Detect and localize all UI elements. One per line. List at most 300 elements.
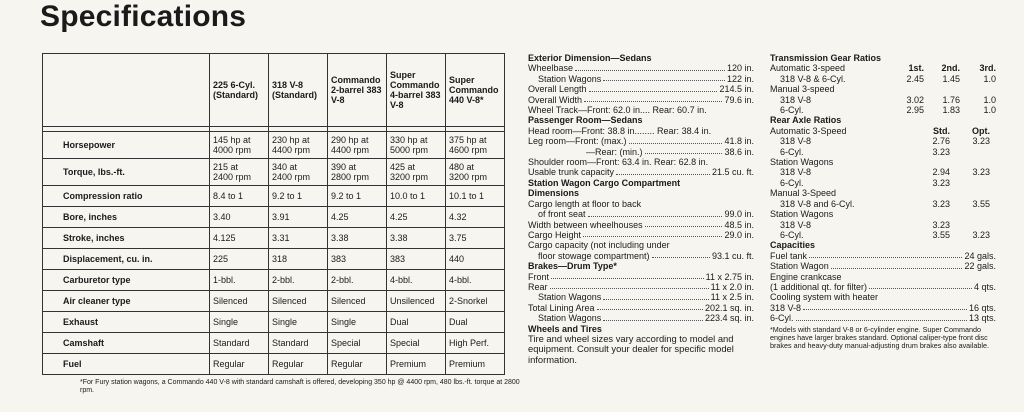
table-row [43,312,505,333]
axle-opt-value [950,209,990,219]
cell-line: Special [390,338,420,348]
wheel-track: Wheel Track—Front: 62.0 in.... Rear: 60.7 in. [528,105,707,116]
cell-line: 3.40 [213,212,231,222]
row-label: Carburetor type [43,270,210,291]
table-cell [269,291,328,312]
cell-line: Premium [449,359,486,369]
cell-line: Regular [213,359,245,369]
spec-label: Leg room—Front: (max.) [528,136,627,147]
axle-label: 318 V-8 [780,219,812,230]
axle-std-value: 3.23 [932,146,950,157]
spec-value: 11 x 2.5 in. [710,292,754,303]
axle-list [770,126,996,240]
spec-value: 4 qts. [973,281,996,292]
spec-value: 214.5 in. [719,84,754,95]
axle-label: Automatic 3-Speed [770,125,847,136]
header-engine-3: Commando 2-barrel 383 V-8 [328,54,387,127]
axle-row [770,199,996,209]
ratio-label: Automatic 3-speed [770,63,846,74]
spec-value: 29.0 in. [724,229,754,240]
table-cell [210,270,269,291]
row-label: Camshaft [43,333,210,354]
table-row [43,291,505,312]
row-label: Displacement, cu. in. [43,249,210,270]
cell-line: 2-Snorkel [449,296,488,306]
axle-row [770,167,996,177]
axle-opt-value: 3.23 [972,136,990,147]
table-cell [269,207,328,228]
header-engine-4: Super Commando 4-barrel 383 V-8 [387,54,446,127]
table-cell [446,186,505,207]
cell-line: 145 hp at [213,135,251,145]
cell-line: 2400 rpm [213,172,252,182]
spec-label: Width between wheelhouses [528,219,643,230]
spec-row [528,220,754,230]
ratio-value: 1.83 [942,105,960,116]
axle-std-value: 2.76 [932,136,950,147]
tires-text: Tire and wheel sizes vary according to model and equipment. Consult your dealer for specific model information. [528,332,734,365]
table-cell [387,270,446,291]
table-cell [328,186,387,207]
spec-label: Overall Width [528,94,583,105]
axle-row [770,136,996,146]
cell-line: 3.31 [272,233,290,243]
table-cell [387,333,446,354]
cell-line: Regular [331,359,363,369]
cell-line: 9.2 to 1 [331,191,362,201]
table-cell [446,333,505,354]
spec-value: 11 x 2.75 in. [705,271,754,282]
table-cell [210,186,269,207]
cell-line: 4-bbl. [449,275,472,285]
spec-label: Fuel tank [770,250,808,261]
spec-row [528,95,754,105]
axle-opt-value [950,178,990,188]
header-engine-1: 225 6-Cyl. (Standard) [210,54,269,127]
table-cell [387,228,446,249]
cell-line: 440 [449,254,465,264]
table-cell [328,270,387,291]
axle-std-value: 3.23 [932,219,950,230]
spec-row [528,303,754,313]
spec-row [770,261,996,271]
cell-line: 290 hp at [331,135,369,145]
cell-line: 4400 rpm [331,145,370,155]
table-cell [446,132,505,159]
cell-line: 4.25 [390,212,408,222]
table-cell [210,132,269,159]
spec-label: Wheelbase [528,63,574,74]
spec-row [528,272,754,282]
row-label: Horsepower [43,132,210,159]
engine-spec-table [42,53,505,375]
axle-label: 6-Cyl. [780,177,804,188]
spec-label: Station Wagons [538,313,602,324]
table-cell [210,159,269,186]
row-label: Exhaust [43,312,210,333]
crankcase-label: Engine crankcase [770,271,842,282]
spec-row [528,292,754,302]
table-cell [328,159,387,186]
axle-opt-value: 3.55 [972,198,990,209]
cell-line: 3.91 [272,212,290,222]
ratio-value: 1.76 [942,94,960,105]
cell-line: Silenced [331,296,366,306]
table-cell [387,186,446,207]
table-cell [269,159,328,186]
cargo-capacity: Cargo capacity (not including under [528,240,670,251]
spec-label: Front [528,271,550,282]
axle-heading: Rear Axle Ratios [770,115,842,126]
table-row [43,354,505,375]
ratio-value: 1.0 [983,94,996,105]
spec-value: 21.5 cu. ft. [711,167,754,178]
spec-value: 79.6 in. [724,94,754,105]
spec-label: Total Lining Area [528,302,595,313]
table-cell [328,333,387,354]
spec-row [770,313,996,323]
axle-label: 318 V-8 [780,136,812,147]
table-cell [446,249,505,270]
axle-std-value [910,157,950,167]
axle-row [770,230,996,240]
table-cell [387,249,446,270]
spec-value: 24 gals. [964,250,996,261]
spec-value: 38.6 in. [724,146,754,157]
capacities-heading: Capacities [770,240,816,251]
spec-value: 93.1 cu. ft. [711,250,754,261]
spec-value: 13 qts. [968,313,996,324]
table-cell [210,207,269,228]
cell-line: 9.2 to 1 [272,191,303,201]
transmission-heading: Transmission Gear Ratios [770,53,882,63]
header-engine-5: Super Commando 440 V-8* [446,54,505,127]
row-label: Fuel [43,354,210,375]
spec-row [528,313,754,323]
cell-line: 8.4 to 1 [213,191,244,201]
engine-table-body [43,127,505,375]
spec-label: of front seat [538,209,586,220]
cell-line: 10.1 to 1 [449,191,485,201]
table-cell [269,186,328,207]
cell-line: 215 at [213,162,239,172]
spec-row [528,167,754,177]
cell-line: 4600 rpm [449,145,488,155]
cell-line: 330 hp at [390,135,428,145]
cell-line: Special [331,338,361,348]
ratio-label: Manual 3-speed [770,84,835,95]
table-cell [446,354,505,375]
table-cell [446,270,505,291]
axle-label: 6-Cyl. [780,229,804,240]
table-cell [210,312,269,333]
cell-line: Regular [272,359,304,369]
axle-row [770,126,996,136]
axle-std-value [910,209,950,219]
spec-label: 6-Cyl. [770,313,794,324]
spec-label: Station Wagon [770,261,829,272]
table-cell [269,333,328,354]
axle-opt-value: 3.23 [972,229,990,240]
spec-value: 22 gals. [964,261,996,272]
ratio-label: 318 V-8 & 6-Cyl. [780,73,846,84]
axle-std-value [910,188,950,198]
cell-line: 3.75 [449,233,467,243]
table-cell [269,270,328,291]
table-cell [387,207,446,228]
ratio-row [770,74,996,84]
spec-label: Cargo Height [528,229,582,240]
cell-line: 2800 rpm [331,172,370,182]
table-row [43,132,505,159]
axle-row [770,209,996,219]
ratio-value: 1.0 [983,73,996,84]
ratio-value: 3.02 [906,94,924,105]
table-header-row [43,54,505,127]
axle-col-header: Std. [933,125,950,136]
cell-line: Silenced [213,296,248,306]
table-cell [387,159,446,186]
cell-line: Unsilenced [390,296,435,306]
cell-line: 2-bbl. [331,275,354,285]
table-cell [387,312,446,333]
row-label: Bore, inches [43,207,210,228]
brakes-heading: Brakes—Drum Type* [528,261,617,272]
axle-std-value: 3.23 [932,198,950,209]
table-cell [210,354,269,375]
cell-line: 1-bbl. [213,275,236,285]
table-row [43,207,505,228]
spec-row [770,251,996,261]
cell-line: 480 at [449,162,475,172]
cell-line: Premium [390,359,427,369]
axle-col-header: Opt. [972,125,990,136]
right-column [770,53,996,350]
spec-row [770,282,996,292]
table-cell [328,132,387,159]
ratio-value: 2.45 [906,73,924,84]
cell-line: 383 [390,254,406,264]
spec-label: Rear [528,281,548,292]
table-cell [328,354,387,375]
cargo-floor: Cargo length at floor to back [528,198,642,209]
table-cell [446,291,505,312]
spec-value: 16 qts. [968,302,996,313]
ratio-row [770,95,996,105]
spec-row [528,209,754,219]
cell-line: 318 [272,254,288,264]
cell-line: 4.125 [213,233,236,243]
shoulder-room: Shoulder room—Front: 63.4 in. Rear: 62.8 in. [528,157,709,168]
cell-line: 3200 rpm [390,172,429,182]
table-cell [387,132,446,159]
ratio-value: 2.95 [906,105,924,116]
axle-label: 6-Cyl. [780,146,804,157]
row-label: Stroke, inches [43,228,210,249]
cell-line: Silenced [272,296,307,306]
table-row [43,228,505,249]
cell-line: High Perf. [449,338,490,348]
table-row [43,249,505,270]
cooling-label: Cooling system with heater [770,292,879,303]
spec-row [528,136,754,146]
spec-row [528,84,754,94]
dimensions-column [528,53,754,365]
spec-label: —Rear: (min.) [586,146,643,157]
axle-row [770,157,996,167]
table-cell [328,207,387,228]
table-cell [269,354,328,375]
axle-row [770,147,996,157]
cell-line: 340 at [272,162,298,172]
cell-line: 2-bbl. [272,275,295,285]
axle-row [770,178,996,188]
table-cell [269,132,328,159]
table-cell [269,312,328,333]
cell-line: Dual [449,317,468,327]
table-cell [328,312,387,333]
ratio-col-header: 1st. [908,63,924,74]
table-row [43,333,505,354]
axle-label: 318 V-8 and 6-Cyl. [780,198,855,209]
spec-label: Overall Length [528,84,587,95]
cell-line: 375 hp at [449,135,487,145]
ratio-label: 318 V-8 [780,94,812,105]
spec-value: 11 x 2.0 in. [710,281,754,292]
axle-opt-value [950,157,990,167]
cell-line: 10.0 to 1 [390,191,426,201]
cell-line: 4.32 [449,212,467,222]
spec-value: 48.5 in. [724,219,754,230]
cell-line: 390 at [331,162,357,172]
spec-row [528,74,754,84]
cell-line: 2400 rpm [272,172,311,182]
table-cell [269,249,328,270]
cell-line: 3200 rpm [449,172,488,182]
ratio-col-header: 3rd. [979,63,996,74]
exterior-heading: Exterior Dimension—Sedans [528,53,652,63]
cell-line: 4-bbl. [390,275,413,285]
table-cell [328,291,387,312]
table-cell [446,228,505,249]
row-label: Compression ratio [43,186,210,207]
spec-value: 99.0 in. [724,209,754,220]
axle-row [770,188,996,198]
axle-opt-value [950,188,990,198]
cell-line: Single [272,317,298,327]
cell-line: 3.38 [331,233,349,243]
cell-line: Single [213,317,239,327]
head-room: Head room—Front: 38.8 in........ Rear: 38.4 in. [528,125,712,136]
axle-label: 318 V-8 [780,167,812,178]
page-title: Specifications [40,0,247,33]
header-blank [43,54,210,127]
table-cell [446,159,505,186]
table-cell [328,228,387,249]
spec-value: 122 in. [726,73,754,84]
spec-value: 41.8 in. [724,136,754,147]
cell-line: Dual [390,317,409,327]
cell-line: 4.25 [331,212,349,222]
spec-label: Station Wagons [538,292,602,303]
tires-heading: Wheels and Tires [528,323,602,334]
axle-opt-value [950,147,990,157]
spec-label: floor stowage compartment) [538,250,650,261]
cell-line: 383 [331,254,347,264]
cell-line: 425 at [390,162,416,172]
axle-opt-value [950,220,990,230]
row-label: Air cleaner type [43,291,210,312]
table-row [43,270,505,291]
spec-value: 202.1 sq. in. [704,302,754,313]
axle-std-value: 3.23 [932,177,950,188]
spec-row [528,147,754,157]
header-engine-2: 318 V-8 (Standard) [269,54,328,127]
row-label: Torque, lbs.-ft. [43,159,210,186]
spec-row [528,230,754,240]
cell-line: 3.38 [390,233,408,243]
ratio-row [770,105,996,115]
ratio-row [770,63,996,73]
spec-row [528,63,754,73]
cell-line: Single [331,317,357,327]
table-cell [387,291,446,312]
table-cell [446,312,505,333]
ratio-col-header: 2nd. [941,63,960,74]
spec-label: (1 additional qt. for filter) [770,281,868,292]
cell-line: Standard [213,338,250,348]
axle-std-value: 3.55 [932,229,950,240]
spec-label: 318 V-8 [770,302,802,313]
table-cell [387,354,446,375]
table-row [43,159,505,186]
cell-line: 4000 rpm [213,145,252,155]
axle-std-value: 2.94 [932,167,950,178]
table-cell [210,228,269,249]
spec-row [528,282,754,292]
cell-line: Standard [272,338,309,348]
spec-value: 223.4 sq. in. [704,313,754,324]
cell-line: 225 [213,254,229,264]
table-cell [210,333,269,354]
table-cell [269,228,328,249]
cell-line: 4400 rpm [272,145,311,155]
cell-line: 230 hp at [272,135,310,145]
spec-label: Station Wagons [538,73,602,84]
engine-footnote: *For Fury station wagons, a Commando 440 V-8 with standard camshaft is offered, developing 350 hp @ 4400 rpm, 480 lbs.-ft. torque at 2800 rpm. [80,379,520,394]
spec-row [770,303,996,313]
ratio-label: 6-Cyl. [780,105,804,116]
ratio-value: 1.0 [983,105,996,116]
spec-label: Usable trunk capacity [528,167,615,178]
spec-value: 120 in. [726,63,754,74]
brakes-note: *Models with standard V-8 or 6-cylinder engine. Super Commando engines have larger brakes standard. Optional caliper-type front disc brakes and heavy-duty manual-adjusting drum brakes also available. [770,324,989,350]
cell-line: 5000 rpm [390,145,429,155]
spec-row [528,251,754,261]
axle-row [770,220,996,230]
table-cell [446,207,505,228]
table-cell [328,249,387,270]
cargo-heading: Station Wagon Cargo Compartment Dimensions [528,177,681,199]
table-cell [210,249,269,270]
table-cell [210,291,269,312]
axle-opt-value: 3.23 [972,167,990,178]
table-row [43,186,505,207]
axle-label: Manual 3-Speed [770,188,837,199]
passenger-heading: Passenger Room—Sedans [528,115,643,126]
ratio-value: 1.45 [942,73,960,84]
axle-label: Station Wagons [770,209,834,220]
